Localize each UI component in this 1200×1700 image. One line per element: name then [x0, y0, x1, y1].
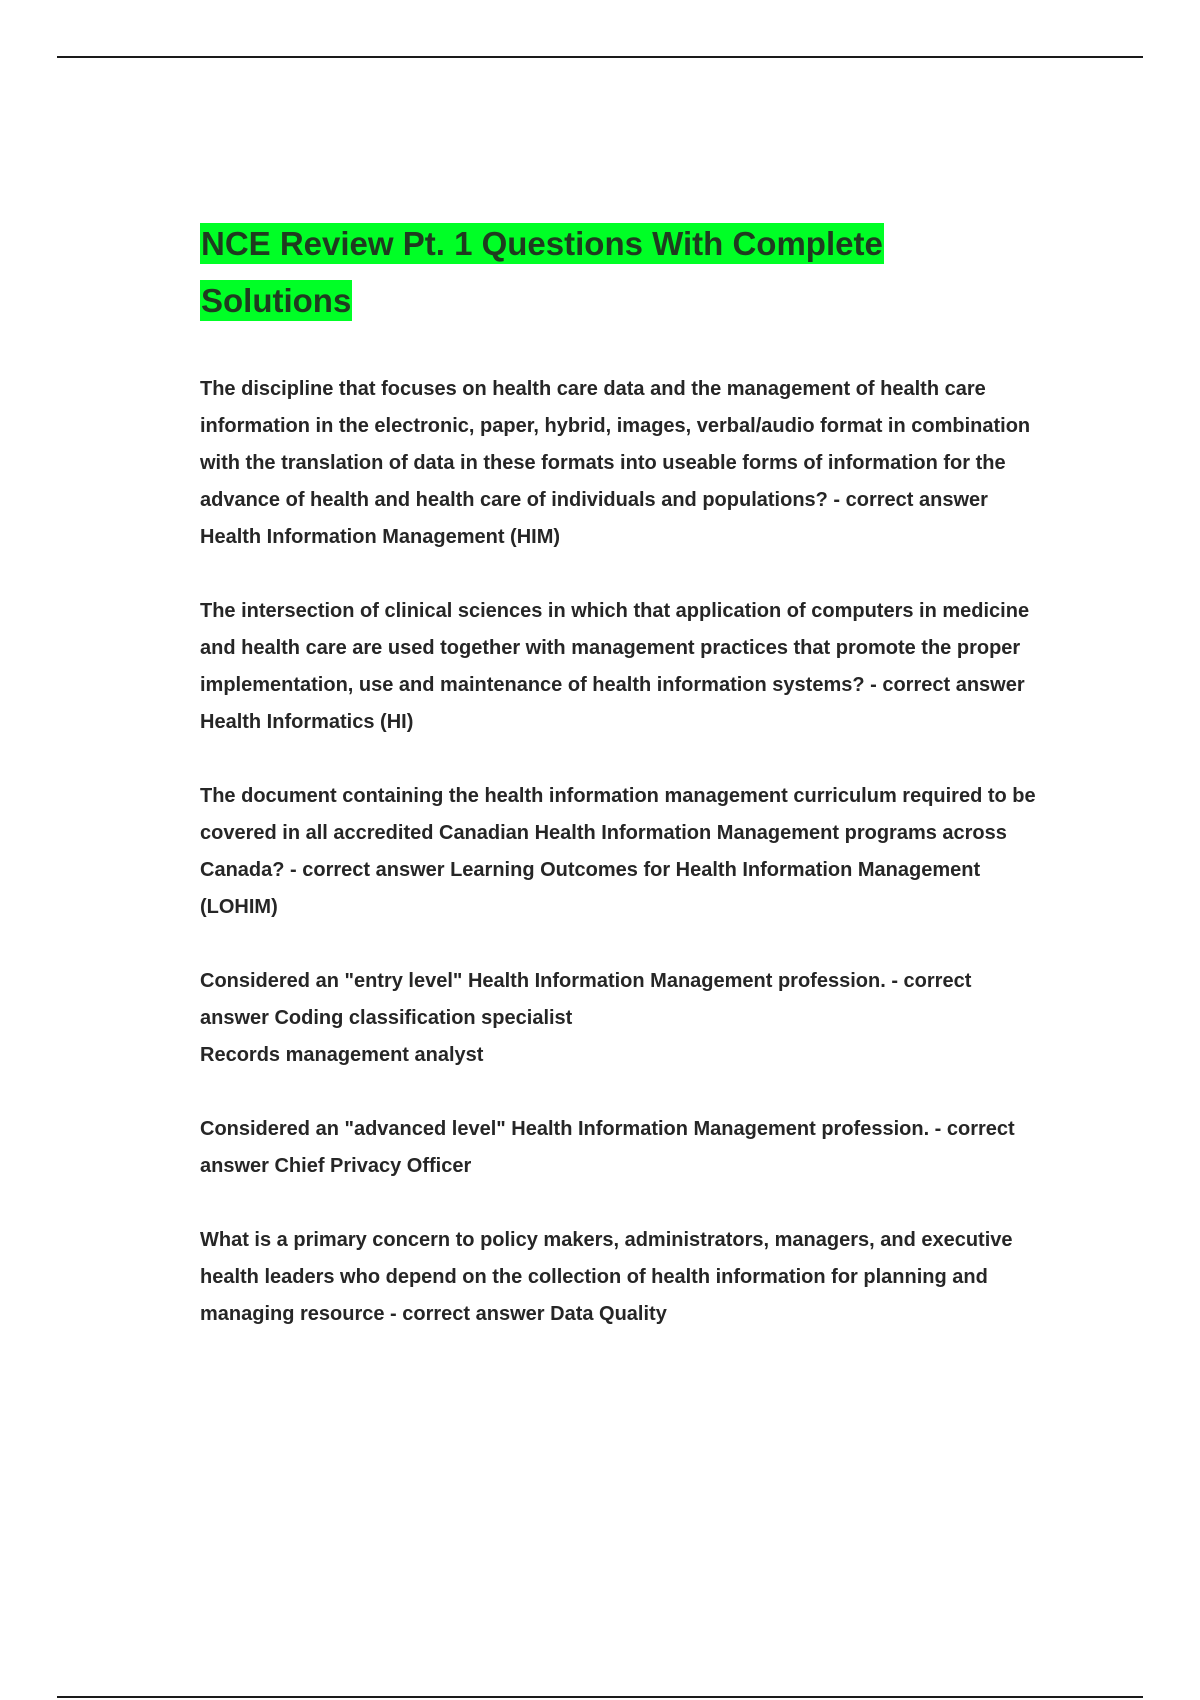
qa-entry-4-text: Considered an "entry level" Health Information Management profession. - correct answer Coding classification specialist [200, 970, 972, 1029]
qa-entry-2-text: The intersection of clinical sciences in which that application of computers in medicine and health care are used together with management practices that promote the proper implementation, use and maintenance of health information systems? - correct answer Health Informatics (HI) [200, 600, 1030, 733]
qa-entry-4-extra: Records management analyst [200, 1044, 484, 1066]
header-rule [57, 56, 1143, 58]
qa-entry-3 [200, 778, 1040, 926]
qa-entry-5-text: Considered an "advanced level" Health Information Management profession. - correct answer Chief Privacy Officer [200, 1118, 1015, 1177]
document-body [200, 215, 1040, 1370]
qa-entry-1 [200, 371, 1040, 556]
qa-entry-1-text: The discipline that focuses on health care data and the management of health care information in the electronic, paper, hybrid, images, verbal/audio format in combination with the translation of data in these formats into useable forms of information for the advance of health and health care of individuals and populations? - correct answer Health Information Management (HIM) [200, 378, 1031, 548]
qa-entry-6-text: What is a primary concern to policy makers, administrators, managers, and executive health leaders who depend on the collection of health information for planning and managing resource - correct answer Data Quality [200, 1229, 1013, 1325]
qa-entry-2 [200, 593, 1040, 741]
footer-rule [57, 1696, 1143, 1698]
qa-entry-6 [200, 1222, 1040, 1333]
document-title [200, 215, 1040, 329]
qa-entry-5 [200, 1111, 1040, 1185]
title-highlight: NCE Review Pt. 1 Questions With Complete Solutions [201, 225, 883, 319]
qa-entry-3-text: The document containing the health information management curriculum required to be covered in all accredited Canadian Health Information Management programs across Canada? - correct answer Learning Outcomes for Health Information Management (LOHIM) [200, 785, 1036, 918]
qa-entry-4 [200, 963, 1040, 1074]
